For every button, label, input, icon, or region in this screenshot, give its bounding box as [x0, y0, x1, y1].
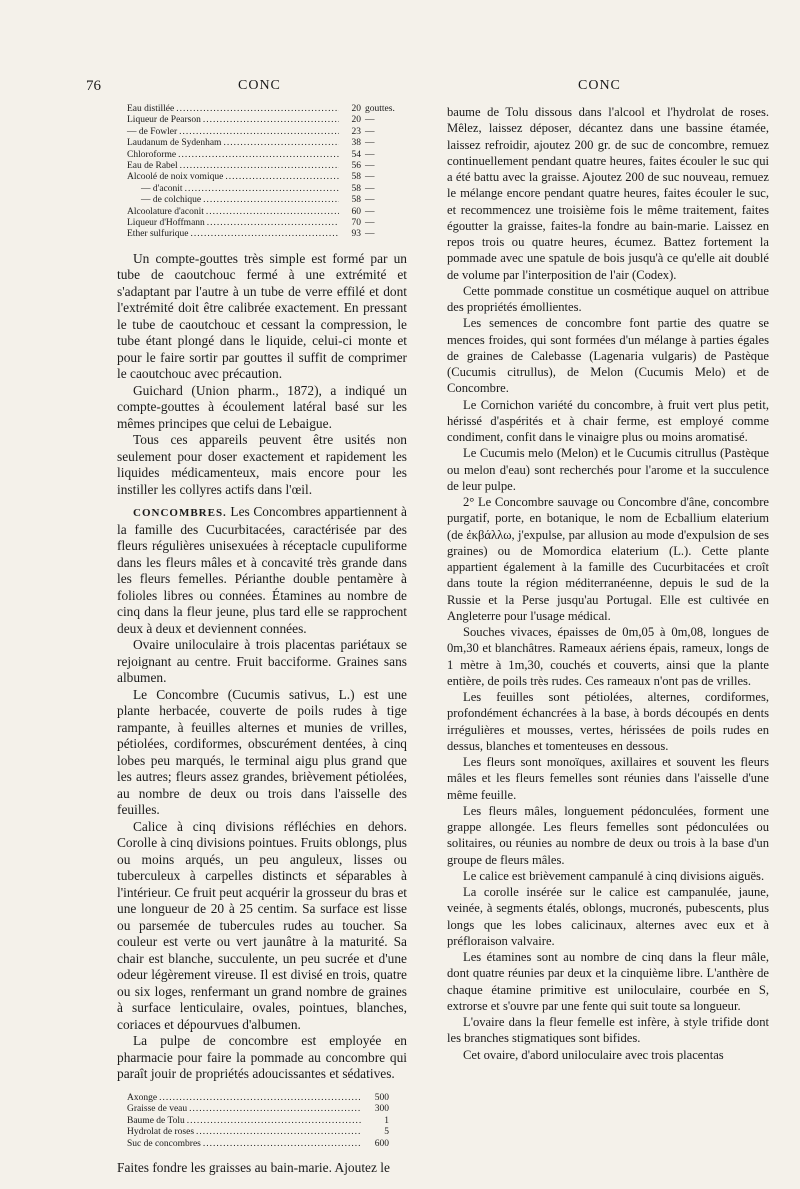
drops-row: — d'aconit ..... 58 —: [127, 184, 399, 195]
paragraph: Ovaire uniloculaire à trois placentas pariétaux se rejoignant au centre. Fruit bacciforme. Graines sans albumen.: [117, 637, 407, 686]
paragraph: Cet ovaire, d'abord uniloculaire avec trois placentas: [463, 1047, 724, 1062]
drops-row: Eau distillée ..... 20 gouttes.: [127, 104, 399, 115]
entry-intro: Les Concombres appartiennent à la famille des Cucurbitacées, caractérisée par des fleurs régulières unisexuées à réceptacle cupuliforme dans les fleurs mâles et à concavité très grande dans les fleurs femelles. Périanthe double pentamère à folioles libres ou connées. Étamines au nombre de cinq dans la fleur jeune, plus tard elle se rapprochent deux à deux et deviennent connées.: [117, 504, 407, 636]
paragraph: Faites fondre les graisses au bain-marie. Ajoutez le: [117, 1159, 390, 1175]
drops-row: — de Fowler ..... 23 —: [127, 127, 399, 138]
recipe-table: [127, 1093, 389, 1150]
paragraph: 2° Le Concombre sauvage ou Concombre d'âne, concombre purgatif, porte, en botanique, le nom de Ecballium elaterium (de ἐκβάλλω, j'expulse, par allusion au mode d'expulsion de ses graines) ou de Momordica elaterium (L.). Cette plante appartient également à la famille des Cucurbitacées et croît dans toute la région méditerranéenne, depuis le sud de la Russie et la Perse jusqu'au Portugal. Elle est cultivée en Angleterre pour l'usage médical.: [447, 495, 769, 623]
paragraph: Souches vivaces, épaisses de 0m,05 à 0m,08, longues de 0m,30 et blanchâtres. Rameaux aériens épais, rameux, longs de 1 mètre à 1m,30, couchés et couverts, ainsi que la plante entière, de poils très rudes. Ces rameaux n'ont pas de vrilles.: [447, 625, 769, 688]
concombres-entry: [117, 504, 407, 637]
drops-row: Chloroforme ..... 54 —: [127, 150, 399, 161]
drops-row: Laudanum de Sydenham ..... 38 —: [127, 138, 399, 149]
drops-row: Alcoolature d'aconit ..... 60 —: [127, 207, 399, 218]
paragraph: Guichard (Union pharm., 1872), a indiqué un compte-gouttes à écoulement latéral basé sur les mêmes principes que celui de Lebaigue.: [117, 382, 407, 431]
paragraph: Les étamines sont au nombre de cinq dans la fleur mâle, dont quatre réunies par deux et la cinquième libre. L'anthère de chaque étamine primitive est uniloculaire, courbée en S, extrorse et s'ouvre par une fente qui suit toute sa longueur.: [447, 950, 769, 1013]
paragraph: Les fleurs sont monoïques, axillaires et souvent les fleurs mâles et les fleurs femelles sont réunies dans l'aisselle d'une même feuille.: [447, 755, 769, 802]
drops-row: Eau de Rabel ..... 56 —: [127, 161, 399, 172]
running-head-right: CONC: [578, 78, 621, 93]
paragraph: La corolle insérée sur le calice est campanulée, jaune, veinée, à segments étalés, oblongs, mucronés, pubescents, plus longs que les lobes calicinaux, alternes avec eux et à préfloraison valvaire.: [447, 885, 769, 948]
drops-row: Liqueur d'Hoffmann ..... 70 —: [127, 218, 399, 229]
paragraph: Cette pommade constitue un cosmétique auquel on attribue des propriétés émollientes.: [447, 283, 769, 314]
drops-row: Liqueur de Pearson ..... 20 —: [127, 115, 399, 126]
entry-headword: CONCOMBRES.: [133, 507, 227, 520]
paragraph: Le Cucumis melo (Melon) et le Cucumis citrullus (Pastèque ou melon d'eau) sont recherchés pour l'arome et la succulence de leur pulpe.: [447, 446, 769, 493]
paragraph: Tous ces appareils peuvent être usités non seulement pour doser exactement et rapidement les liquides médicamenteux, mais encore pour les instiller les collyres actifs dans l'œil.: [117, 432, 407, 497]
drops-row: Ether sulfurique ..... 93 —: [127, 229, 399, 240]
paragraph: Le Concombre (Cucumis sativus, L.) est une plante herbacée, couverte de poils rudes à tige rampante, à feuilles alternes et munies de vrilles, pétiolées, cordiformes, obscurément dentées, à cinq lobes peu marqués, le terminal aigu plus grand que les autres; fleurs assez grandes, brièvement pétiolées, au nombre de deux ou trois dans l'aisselle des feuilles.: [117, 686, 407, 818]
recipe-row: Hydrolat de roses ..... 5: [127, 1127, 389, 1138]
paragraph: Les semences de concombre font partie des quatre se mences froides, qui sont formées d'un mélange à parties égales de graines de Calebasse (Lagenaria vulgaris) de Pastèque (Cucumis citrullus), de Melon (Cucumis Melo) et de Concombre.: [447, 316, 769, 396]
left-column: [117, 104, 407, 1176]
running-head-left: CONC: [238, 78, 281, 93]
paragraph: La pulpe de concombre est employée en pharmacie pour faire la pommade au concombre qui paraît jouir de propriétés adoucissantes et sédatives.: [117, 1033, 407, 1082]
paragraph: Un compte-gouttes très simple est formé par un tube de caoutchouc fermé à une extrémité et s'adaptant par l'autre à un tube de verre effilé et dont l'extrémité doit être calibrée exactement. En pressant le tube de caoutchouc et cessant la compression, le tube étant plongé dans le liquide, celui-ci monte et pour le faire sortir par gouttes il suffit de comprimer le caoutchouc avec précaution.: [117, 250, 407, 382]
paragraph: Les feuilles sont pétiolées, alternes, cordiformes, profondément échancrées à la base, à bords découpés en dents irrégulières et mousses, vertes, hérissées de poils rudes en dessus, blanches et tomenteuses en dessous.: [447, 690, 769, 753]
paragraph: Calice à cinq divisions réfléchies en dehors. Corolle à cinq divisions pointues. Fruits oblongs, plus ou moins arqués, un peu anguleux, lisses ou tuberculeux à carpelles distincts et séparables à l'intérieur. Ce fruit peut acquérir la grosseur du bras et une longueur de 20 à 25 centim. Sa surface est lisse ou parsemée de tubercules rudes au toucher. Sa couleur est verte ou vert jaunâtre à la maturité. Sa chair est blanche, succulente, un peu sucrée et d'une odeur légèrement vireuse. Il est divisé en trois, quatre ou six loges, renfermant un grand nombre de graines à surface lenticulaire, ovales, pointues, blanches, coriaces et dépourvues d'albumen.: [117, 818, 407, 1032]
paragraph: Les fleurs mâles, longuement pédonculées, forment une grappe allongée. Les fleurs femelles sont pédonculées ou solitaires, ou réunies au nombre de deux ou trois à la base d'un groupe de fleurs mâles.: [447, 803, 769, 867]
paragraph: Le calice est brièvement campanulé à cinq divisions aiguës.: [463, 868, 765, 883]
recipe-row: Baume de Tolu ..... 1: [127, 1116, 389, 1127]
drops-row: Alcoolé de noix vomique ..... 58 —: [127, 172, 399, 183]
drops-table: [127, 104, 399, 241]
paragraph: Le Cornichon variété du concombre, à fruit vert plus petit, hérissé d'aspérités et à chair ferme, est employé comme condiment, confit dans le vinaigre plus ou moins aromatisé.: [447, 397, 769, 444]
page-number: 76: [86, 78, 101, 94]
recipe-row: Suc de concombres ..... 600: [127, 1139, 389, 1150]
drops-row: — de colchique ..... 58 —: [127, 195, 399, 206]
recipe-row: Axonge ..... 500: [127, 1093, 389, 1104]
recipe-row: Graisse de veau ..... 300: [127, 1104, 389, 1115]
right-column: [447, 104, 769, 1063]
paragraph: baume de Tolu dissous dans l'alcool et l'hydrolat de roses. Mêlez, laissez déposer, décantez dans une bassine étamée, laissez refroidir, ajoutez 200 gr. de suc de concombre, remuez continuellement pendant quatre heures, faites écouler le suc qui a été battu avec la graisse. Ajoutez 200 de suc nouveau, remuez le mélange encore pendant quatre heures, faites écouler le suc, et recommencez une troisième fois le même traitement, faites égoutter la graisse, faites-la fondre au bain-marie. Laissez en repos trois ou quatre heures, écumez. Battez fortement la pommade avec une spatule de bois jusqu'à ce qu'elle ait doublé de volume par l'interposition de l'air (Codex).: [447, 105, 769, 282]
paragraph: L'ovaire dans la fleur femelle est infère, à style trifide dont les branches stigmatiques sont bifides.: [447, 1015, 769, 1046]
